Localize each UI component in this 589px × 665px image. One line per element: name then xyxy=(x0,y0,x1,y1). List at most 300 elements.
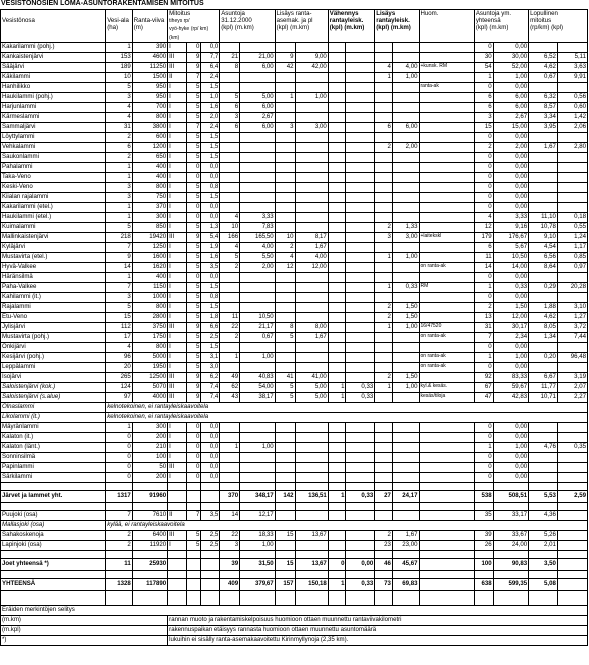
empty-cell xyxy=(220,502,240,510)
cell xyxy=(557,452,587,462)
empty-cell xyxy=(474,550,493,558)
row-name: Keski-Veno xyxy=(1,182,106,192)
cell xyxy=(392,332,419,342)
cell xyxy=(240,72,275,82)
cell xyxy=(557,362,587,372)
cell xyxy=(375,272,393,282)
header-lisays-ryl: Lisäys rantayleisk. (kpl) (m.km) xyxy=(375,10,419,43)
cell xyxy=(392,172,419,182)
cell xyxy=(419,510,474,520)
cell: 10,50 xyxy=(240,312,275,322)
cell xyxy=(419,162,474,172)
cell: I xyxy=(168,252,187,262)
cell: 31,50 xyxy=(240,558,275,570)
empty-cell xyxy=(168,598,187,606)
row-name: Sahakoskenoja xyxy=(1,530,106,540)
cell xyxy=(346,102,375,112)
cell: 3,72 xyxy=(557,322,587,332)
row-name: Kakarilammi (etel.) xyxy=(1,202,106,212)
cell: 31 xyxy=(474,322,493,332)
cell: 9 xyxy=(106,252,133,262)
cell: I xyxy=(168,162,187,172)
cell: 1317 xyxy=(106,490,133,502)
cell xyxy=(295,162,328,172)
cell xyxy=(328,82,346,92)
header-mitoitus: Mitoitus tiheys rp/ vyö-hyke (rp/ km) (km) xyxy=(168,10,220,43)
cell: 5 xyxy=(186,92,200,102)
cell xyxy=(419,540,474,550)
cell: 47 xyxy=(474,392,493,402)
cell: on ranta-ak xyxy=(419,362,474,372)
cell xyxy=(346,442,375,452)
cell xyxy=(557,472,587,482)
cell xyxy=(328,42,346,52)
cell xyxy=(186,578,200,590)
empty-cell xyxy=(392,590,419,598)
cell: 1 xyxy=(375,322,393,332)
cell: 0,00 xyxy=(493,182,528,192)
cell xyxy=(392,212,419,222)
cell: 73 xyxy=(375,578,393,590)
cell: 14 xyxy=(106,262,133,272)
empty-cell xyxy=(201,502,220,510)
cell: 10 xyxy=(220,222,240,232)
cell: 1 xyxy=(220,442,240,452)
cell: 5 xyxy=(186,540,200,550)
cell: 0,00 xyxy=(493,192,528,202)
table-row xyxy=(1,172,588,182)
cell xyxy=(346,352,375,362)
cell: 12 xyxy=(275,262,295,272)
cell: 2,59 xyxy=(557,490,587,502)
cell xyxy=(168,490,187,502)
cell: 13,67 xyxy=(295,558,328,570)
cell: 5,00 xyxy=(295,382,328,392)
cell: 92 xyxy=(474,372,493,382)
cell: 1,67 xyxy=(392,530,419,540)
empty-cell xyxy=(346,550,375,558)
cell: 0,60 xyxy=(557,102,587,112)
empty-cell xyxy=(346,598,375,606)
cell: 6 xyxy=(474,92,493,102)
cell xyxy=(220,282,240,292)
cell: 7,7 xyxy=(201,52,220,62)
cell xyxy=(392,92,419,102)
cell: I xyxy=(168,122,187,132)
note-row xyxy=(1,412,588,422)
cell: 0,00 xyxy=(493,272,528,282)
cell: 2,5 xyxy=(201,540,220,550)
cell: I xyxy=(168,262,187,272)
empty-cell xyxy=(168,502,187,510)
cell xyxy=(328,302,346,312)
cell: III xyxy=(168,232,187,242)
cell: 10,71 xyxy=(529,392,558,402)
cell: 1,17 xyxy=(557,242,587,252)
cell xyxy=(346,132,375,142)
cell: 6,2 xyxy=(201,372,220,382)
cell: I xyxy=(168,442,187,452)
cell: 2800 xyxy=(132,312,167,322)
cell: 0 xyxy=(186,422,200,432)
note-text: kylää, ei rantayleiskaavoitela xyxy=(106,520,588,530)
cell: 9,00 xyxy=(295,52,328,62)
cell: 0 xyxy=(186,172,200,182)
cell: 4,76 xyxy=(529,442,558,452)
spacer-row xyxy=(1,570,588,578)
cell: 3 xyxy=(275,122,295,132)
row-name: Särkilammi xyxy=(1,472,106,482)
row-name: Löyttylammi xyxy=(1,132,106,142)
table-row xyxy=(1,162,588,172)
cell xyxy=(529,82,558,92)
cell: 0 xyxy=(106,472,133,482)
cell xyxy=(186,558,200,570)
cell: 10,50 xyxy=(493,252,528,262)
cell: 1,5 xyxy=(201,282,220,292)
cell: 7,44 xyxy=(557,332,587,342)
cell: 1,27 xyxy=(557,312,587,322)
cell: 0 xyxy=(186,472,200,482)
empty-cell xyxy=(186,502,200,510)
cell: 0 xyxy=(186,452,200,462)
cell: 20,28 xyxy=(557,282,587,292)
cell: 1,00 xyxy=(392,322,419,332)
cell xyxy=(220,472,240,482)
empty-cell xyxy=(474,598,493,606)
cell: 90,83 xyxy=(493,558,528,570)
row-name: Haukilammi (pohj.) xyxy=(1,92,106,102)
cell: 30,00 xyxy=(493,52,528,62)
cell: 1,24 xyxy=(557,232,587,242)
table-row xyxy=(1,62,588,72)
cell: 157 xyxy=(275,578,295,590)
cell xyxy=(375,510,393,520)
cell: I xyxy=(168,282,187,292)
cell: 39 xyxy=(220,558,240,570)
cell: 508,51 xyxy=(493,490,528,502)
cell: 136,51 xyxy=(295,490,328,502)
cell xyxy=(328,352,346,362)
table-row xyxy=(1,72,588,82)
cell: 7610 xyxy=(132,510,167,520)
cell xyxy=(419,112,474,122)
cell xyxy=(275,272,295,282)
cell: 11,77 xyxy=(529,382,558,392)
empty-cell xyxy=(132,598,167,606)
cell xyxy=(240,192,275,202)
cell xyxy=(375,162,393,172)
cell: 0,56 xyxy=(557,92,587,102)
table-row xyxy=(1,82,588,92)
cell xyxy=(392,342,419,352)
empty-cell xyxy=(375,502,393,510)
cell: 6,00 xyxy=(240,122,275,132)
empty-cell xyxy=(240,550,275,558)
cell xyxy=(220,132,240,142)
cell xyxy=(529,162,558,172)
cell xyxy=(328,202,346,212)
cell xyxy=(392,112,419,122)
cell xyxy=(346,472,375,482)
empty-cell xyxy=(132,482,167,490)
cell xyxy=(529,132,558,142)
cell: 1,00 xyxy=(240,352,275,362)
cell xyxy=(240,432,275,442)
cell: I xyxy=(168,92,187,102)
cell xyxy=(346,540,375,550)
cell: 0,33 xyxy=(346,490,375,502)
cell: 39 xyxy=(474,530,493,540)
empty-cell xyxy=(240,598,275,606)
cell xyxy=(220,82,240,92)
cell xyxy=(375,392,393,402)
cell: 97 xyxy=(106,392,133,402)
empty-cell xyxy=(275,570,295,578)
cell xyxy=(275,202,295,212)
empty-cell xyxy=(168,590,187,598)
table-row xyxy=(1,182,588,192)
cell xyxy=(328,192,346,202)
cell: 379,67 xyxy=(240,578,275,590)
cell: 2,00 xyxy=(240,262,275,272)
cell xyxy=(295,292,328,302)
cell: 12,00 xyxy=(295,262,328,272)
cell: 10 xyxy=(106,72,133,82)
cell: 370 xyxy=(220,490,240,502)
table-row xyxy=(1,312,588,322)
cell xyxy=(375,342,393,352)
empty-cell xyxy=(346,570,375,578)
cell: 52,00 xyxy=(493,62,528,72)
table-row xyxy=(1,302,588,312)
empty-cell xyxy=(392,502,419,510)
empty-cell xyxy=(295,590,328,598)
cell: 400 xyxy=(132,162,167,172)
cell: 0 xyxy=(186,162,200,172)
cell: 5 xyxy=(186,142,200,152)
cell xyxy=(220,302,240,312)
empty-cell xyxy=(557,482,587,490)
row-name: Rajalammi xyxy=(1,302,106,312)
empty-cell xyxy=(132,590,167,598)
cell: 7 xyxy=(106,510,133,520)
cell: 45,67 xyxy=(392,558,419,570)
cell xyxy=(375,352,393,362)
empty-cell xyxy=(240,502,275,510)
cell: 1 xyxy=(328,490,346,502)
cell: 1,50 xyxy=(392,372,419,382)
row-name: Järvet ja lammet yht. xyxy=(1,490,106,502)
empty-cell xyxy=(557,550,587,558)
cell xyxy=(295,42,328,52)
cell xyxy=(557,530,587,540)
cell xyxy=(168,558,187,570)
cell xyxy=(375,362,393,372)
cell: 1 xyxy=(220,352,240,362)
empty-cell xyxy=(392,598,419,606)
cell: 6,52 xyxy=(529,52,558,62)
cell: 0,0 xyxy=(201,162,220,172)
table-row xyxy=(1,292,588,302)
cell: 1600 xyxy=(132,252,167,262)
cell: 9,91 xyxy=(557,72,587,82)
row-name: Mäyränlammi xyxy=(1,422,106,432)
cell: 2 xyxy=(375,372,393,382)
empty-cell xyxy=(529,482,558,490)
empty-cell xyxy=(132,502,167,510)
cell xyxy=(557,540,587,550)
cell: 6,56 xyxy=(529,252,558,262)
cell: 0 xyxy=(474,132,493,142)
cell: 5 xyxy=(186,82,200,92)
cell xyxy=(419,530,474,540)
cell xyxy=(275,312,295,322)
cell: 0,0 xyxy=(201,42,220,52)
empty-cell xyxy=(186,598,200,606)
cell: I xyxy=(168,302,187,312)
empty-cell xyxy=(186,570,200,578)
cell: 390 xyxy=(132,42,167,52)
cell: ranta-ak xyxy=(419,82,474,92)
cell xyxy=(275,172,295,182)
cell: 0 xyxy=(186,432,200,442)
cell xyxy=(392,242,419,252)
table-row xyxy=(1,92,588,102)
cell xyxy=(240,292,275,302)
row-name: Kalaton (it.) xyxy=(1,432,106,442)
empty-cell xyxy=(168,550,187,558)
cell: 6,6 xyxy=(201,322,220,332)
table-row xyxy=(1,382,588,392)
cell: 6,00 xyxy=(493,102,528,112)
empty-cell xyxy=(375,550,393,558)
table-row xyxy=(1,212,588,222)
cell: 3800 xyxy=(132,122,167,132)
cell: 1,5 xyxy=(201,192,220,202)
cell: 2 xyxy=(375,222,393,232)
cell xyxy=(295,442,328,452)
cell xyxy=(346,242,375,252)
row-name: Kesijärvi (pohj.) xyxy=(1,352,106,362)
cell: 5,53 xyxy=(529,490,558,502)
cell: 538 xyxy=(474,490,493,502)
cell: 9 xyxy=(186,392,200,402)
cell: 0,0 xyxy=(201,442,220,452)
cell: 2,06 xyxy=(557,122,587,132)
cell: 1 xyxy=(328,392,346,402)
cell: 5 xyxy=(186,342,200,352)
cell: 9 xyxy=(186,322,200,332)
cell: 12,17 xyxy=(240,510,275,520)
cell xyxy=(240,282,275,292)
spacer-row xyxy=(1,598,588,606)
table-row xyxy=(1,222,588,232)
empty-cell xyxy=(419,598,474,606)
table-row xyxy=(1,530,588,540)
row-name: Puujoki (osa) xyxy=(1,510,106,520)
cell xyxy=(220,452,240,462)
legend-key: (m.km) xyxy=(1,615,168,625)
cell: 2,5 xyxy=(201,332,220,342)
cell: 6,32 xyxy=(529,92,558,102)
row-name: Kalaton (länt.) xyxy=(1,442,106,452)
cell xyxy=(220,162,240,172)
empty-cell xyxy=(186,482,200,490)
cell: 200 xyxy=(132,472,167,482)
cell xyxy=(328,232,346,242)
cell: 14 xyxy=(220,510,240,520)
cell: 0 xyxy=(328,558,346,570)
cell: III xyxy=(168,52,187,62)
cell: 23,00 xyxy=(392,540,419,550)
cell: 26 xyxy=(474,540,493,550)
row-name: Lapinjoki (osa) xyxy=(1,540,106,550)
empty-cell xyxy=(419,502,474,510)
cell xyxy=(328,332,346,342)
table-row xyxy=(1,372,588,382)
empty-cell xyxy=(106,598,133,606)
cell: I xyxy=(168,212,187,222)
header-name: Vesistönosa xyxy=(1,10,106,43)
cell: 1,5 xyxy=(201,82,220,92)
cell xyxy=(346,142,375,152)
empty-cell xyxy=(328,550,346,558)
cell: 1 xyxy=(328,382,346,392)
empty-cell xyxy=(220,550,240,558)
empty-cell xyxy=(186,550,200,558)
cell: 3 xyxy=(106,182,133,192)
cell: 1,5 xyxy=(201,152,220,162)
cell xyxy=(275,112,295,122)
cell: 14,00 xyxy=(493,262,528,272)
cell xyxy=(346,62,375,72)
cell xyxy=(346,362,375,372)
cell: 12,00 xyxy=(493,312,528,322)
cell: 1,33 xyxy=(392,222,419,232)
cell xyxy=(328,530,346,540)
cell: 1 xyxy=(474,282,493,292)
cell xyxy=(168,578,187,590)
cell: 13,67 xyxy=(295,530,328,540)
cell: 176,67 xyxy=(493,232,528,242)
cell: 12500 xyxy=(132,372,167,382)
cell: 153 xyxy=(106,52,133,62)
cell: 8 xyxy=(220,62,240,72)
cell: 41,00 xyxy=(295,372,328,382)
cell xyxy=(557,578,587,590)
cell: 2,0 xyxy=(201,112,220,122)
cell: 1 xyxy=(275,92,295,102)
row-name: Isojärvi xyxy=(1,372,106,382)
cell: 0 xyxy=(474,422,493,432)
empty-cell xyxy=(220,590,240,598)
cell: 9 xyxy=(186,372,200,382)
cell: I xyxy=(168,172,187,182)
cell xyxy=(275,222,295,232)
cell xyxy=(346,182,375,192)
cell: 4 xyxy=(375,62,393,72)
cell: 124 xyxy=(106,382,133,392)
cell xyxy=(529,172,558,182)
cell: 6,67 xyxy=(529,372,558,382)
cell: 5,08 xyxy=(529,578,558,590)
legend-key: (m.kpl) xyxy=(1,625,168,635)
cell: 850 xyxy=(132,222,167,232)
cell xyxy=(392,82,419,92)
cell: 2,27 xyxy=(557,392,587,402)
cell: I xyxy=(168,362,187,372)
